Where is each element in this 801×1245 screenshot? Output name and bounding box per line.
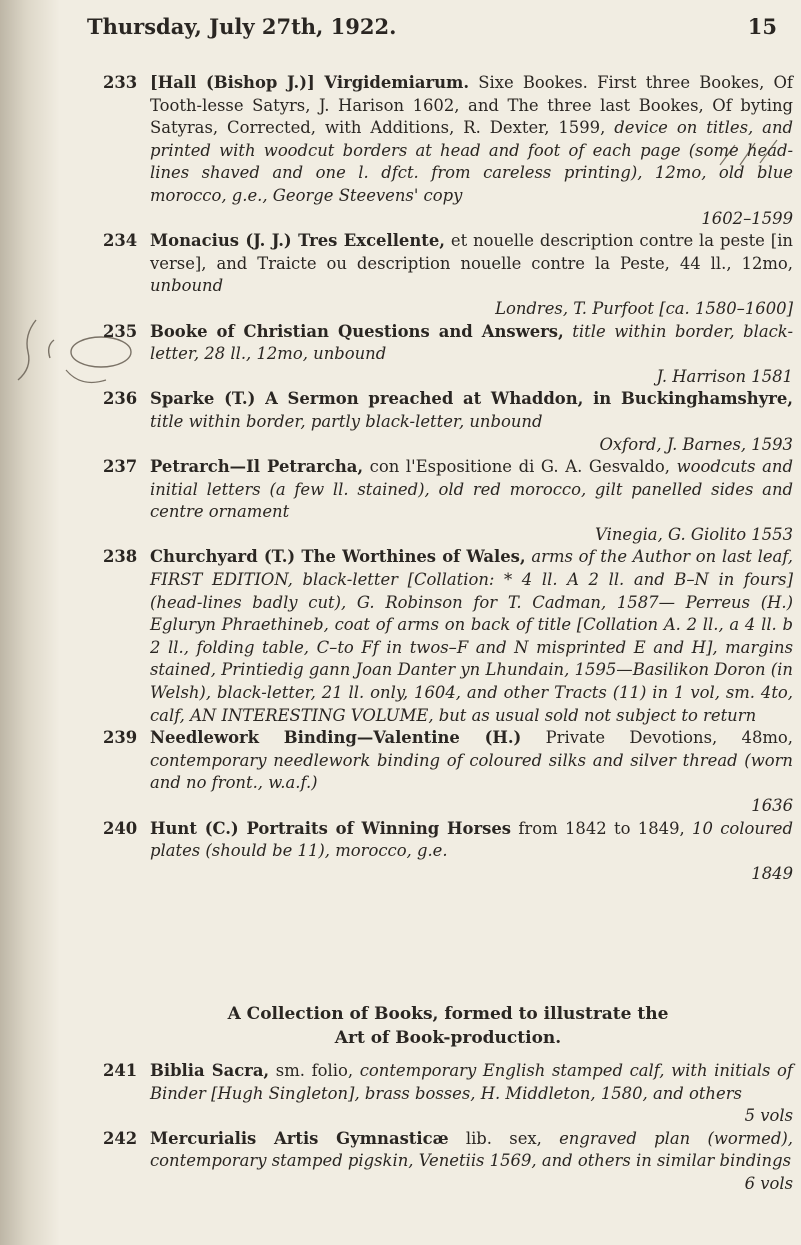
lot-imprint: 6 vols	[744, 1173, 793, 1193]
lot-entry	[103, 1128, 793, 1196]
lot-number: 239	[103, 728, 138, 748]
lot-body: con l'Espositione di G. A. Gesvaldo,	[369, 457, 670, 477]
lot-body: sm. folio,	[275, 1061, 354, 1080]
lot-description: engraved plan (wormed), contemporary stamped pigskin, Venetiis 1569, and others in similar bindings	[150, 1128, 793, 1171]
lot-body: lib. sex,	[465, 1128, 542, 1148]
page-number: 15	[747, 14, 777, 39]
lot-title: Petrarch—Il Petrarcha,	[150, 457, 364, 477]
section-heading-line: Art of Book-production.	[334, 1028, 562, 1048]
lot-number: 236	[103, 389, 138, 409]
lot-description: contemporary English stamped calf, with initials of Binder [Hugh Singleton], brass bosses, H. Middleton, 1580, and others	[150, 1061, 793, 1103]
lot-title: Booke of Christian Questions and Answers,	[150, 321, 564, 341]
lot-imprint: 1602–1599	[701, 208, 793, 228]
lot-body: Sixe Bookes. First three Bookes, Of Tooth-lesse Satyrs, J. Harison 1602, and The three last Bookes, Of byting Satyras, Corrected, with Additions, R. Dexter, 1599,	[150, 73, 793, 138]
lot-entry	[103, 72, 793, 230]
lot-imprint: Londres, T. Purfoot [ca. 1580–1600]	[495, 298, 793, 318]
lot-body: Private Devotions, 48mo,	[545, 728, 793, 748]
lot-number: 238	[103, 547, 138, 567]
lot-entry	[103, 321, 793, 389]
lot-entry	[103, 727, 793, 817]
lot-list	[103, 72, 793, 885]
lot-description: device on titles, and printed with woodcut borders at head and foot of each page (some head-lines shaved and one l. dfct. from careless printing), 12mo, old blue morocco, g.e., George Steevens' copy	[150, 118, 793, 205]
lot-title: Monacius (J. J.) Tres Excellente,	[150, 231, 445, 251]
lot-entry	[103, 388, 793, 456]
lot-body: from 1842 to 1849,	[518, 818, 685, 838]
lot-number: 240	[103, 818, 138, 838]
lot-title: Needlework Binding—Valentine (H.)	[150, 728, 522, 748]
lot-entry	[103, 546, 793, 727]
lot-imprint: 1636	[751, 796, 793, 815]
lot-body: et nouelle description contre la peste [in verse], and Traicte ou description nouelle contre la Peste, 44 ll., 12mo,	[150, 231, 793, 273]
lot-description: arms of the Author on last leaf, FIRST EDITION, black-letter [Collation: * 4 ll. A 2 ll. and B–N in fours] (head-lines badly cut), G. Robinson for T. Cadman, 1587— Perreus (H.) Egluryn Phraethineb, coat of arms on back of title [Collation A. 2 ll., a 4 ll. b 2 ll., folding table, C–to Ff in twos–F and N misprinted E and H], margins stained, Printiedig gann Joan Danter yn Lhundain, 1595—Basilikon Doron (in Welsh), black-letter, 21 ll. only, 1604, and other Tracts (11) in 1 vol, sm. 4to, calf, AN INTERESTING VOLUME, but as usual sold not subject to return	[150, 547, 794, 725]
section-heading-line: A Collection of Books, formed to illustrate the	[227, 1004, 669, 1024]
lot-description: title within border, black-letter, 28 ll., 12mo, unbound	[150, 321, 793, 364]
lot-description: unbound	[150, 276, 224, 296]
lot-description: contemporary needlework binding of coloured silks and silver thread (worn and no front., w.a.f.)	[150, 750, 793, 793]
lot-imprint: 5 vols	[744, 1106, 793, 1126]
lot-entry	[103, 230, 793, 320]
lot-number: 241	[103, 1061, 138, 1080]
lot-title: [Hall (Bishop J.)] Virgidemiarum.	[150, 73, 470, 92]
lot-entry	[103, 818, 793, 886]
lot-entry	[103, 1060, 793, 1128]
lot-imprint: J. Harrison 1581	[656, 366, 793, 386]
lot-list-production	[103, 1060, 793, 1196]
lot-description: 10 coloured plates (should be 11), morocco, g.e.	[150, 818, 793, 861]
lot-title: Hunt (C.) Portraits of Winning Horses	[150, 818, 511, 838]
lot-number: 235	[103, 321, 138, 341]
lot-title: Mercurialis Artis Gymnasticæ	[150, 1128, 449, 1148]
lot-imprint: 1849	[751, 863, 793, 883]
lot-description: woodcuts and initial letters (a few ll. stained), old red morocco, gilt panelled sides and centre ornament	[150, 457, 793, 522]
lot-imprint: Vinegia, G. Giolito 1553	[595, 524, 793, 544]
lot-imprint: Oxford, J. Barnes, 1593	[599, 434, 793, 454]
lot-description: title within border, partly black-letter, unbound	[150, 411, 543, 431]
page-date: Thursday, July 27th, 1922.	[87, 14, 397, 39]
lot-number: 242	[103, 1128, 138, 1148]
lot-title: Churchyard (T.) The Worthines of Wales,	[150, 547, 526, 567]
lot-title: Sparke (T.) A Sermon preached at Whaddon, in Buckinghamshyre,	[150, 389, 793, 409]
lot-number: 233	[103, 73, 138, 92]
lot-number: 237	[103, 457, 138, 477]
lot-number: 234	[103, 231, 138, 251]
section-heading	[103, 1002, 793, 1050]
lot-entry	[103, 456, 793, 546]
lot-title: Biblia Sacra,	[150, 1061, 270, 1080]
